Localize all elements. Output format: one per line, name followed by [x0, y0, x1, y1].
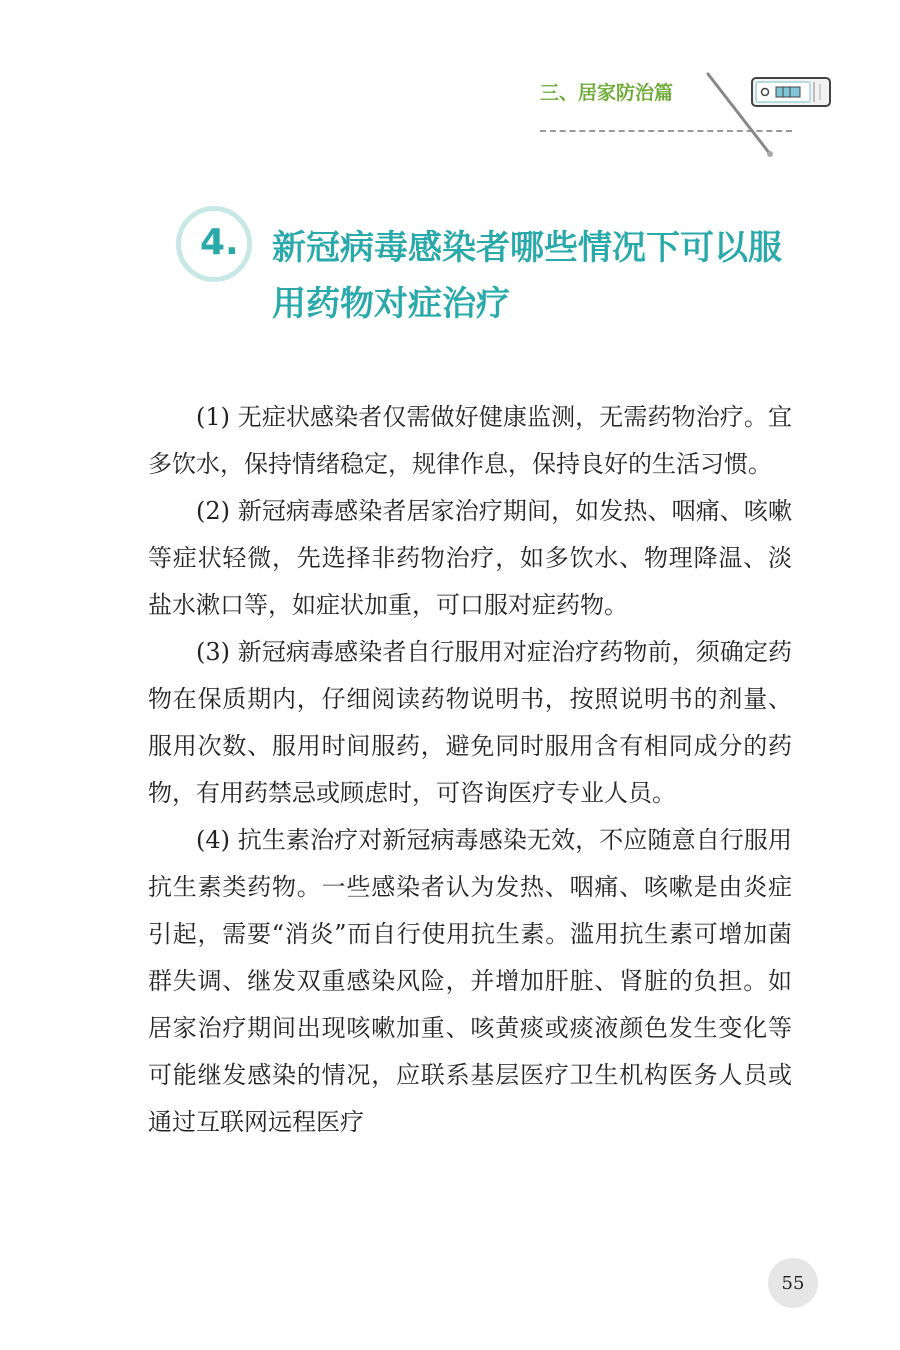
paragraph-1: (1) 无症状感染者仅需做好健康监测，无需药物治疗。宜多饮水，保持情绪稳定，规律作息，保持良好的生活习惯。 — [148, 403, 792, 478]
antigen-test-kit-icon — [700, 68, 840, 160]
paragraph-4: (4) 抗生素治疗对新冠病毒感染无效，不应随意自行服用抗生素类药物。一些感染者认为发热、咽痛、咳嗽是由炎症引起，需要“消炎”而自行使用抗生素。滥用抗生素可增加菌群失调、继发双重感染风险，并增加肝脏、肾脏的负担。如居家治疗期间出现咳嗽加重、咳黄痰或痰液颜色发生变化等可能继发感染的情况，应联系基层医疗卫生机构医务人员或通过互联网远程医疗 — [148, 826, 792, 1136]
body-text — [148, 394, 792, 1146]
paragraph-3: (3) 新冠病毒感染者自行服用对症治疗药物前，须确定药物在保质期内，仔细阅读药物说明书，按照说明书的剂量、服用次数、服用时间服药，避免同时服用含有相同成分的药物，有用药禁忌或顾虑时，可咨询医疗专业人员。 — [148, 638, 792, 807]
page-number: 55 — [768, 1258, 818, 1308]
question-title: 新冠病毒感染者哪些情况下可以服用药物对症治疗 — [272, 228, 782, 324]
section-header: 三、居家防治篇 — [540, 82, 674, 104]
question-number: 4. — [200, 222, 239, 263]
paragraph-2: (2) 新冠病毒感染者居家治疗期间，如发热、咽痛、咳嗽等症状轻微，先选择非药物治疗，如多饮水、物理降温、淡盐水漱口等，如症状加重，可口服对症药物。 — [148, 497, 792, 619]
